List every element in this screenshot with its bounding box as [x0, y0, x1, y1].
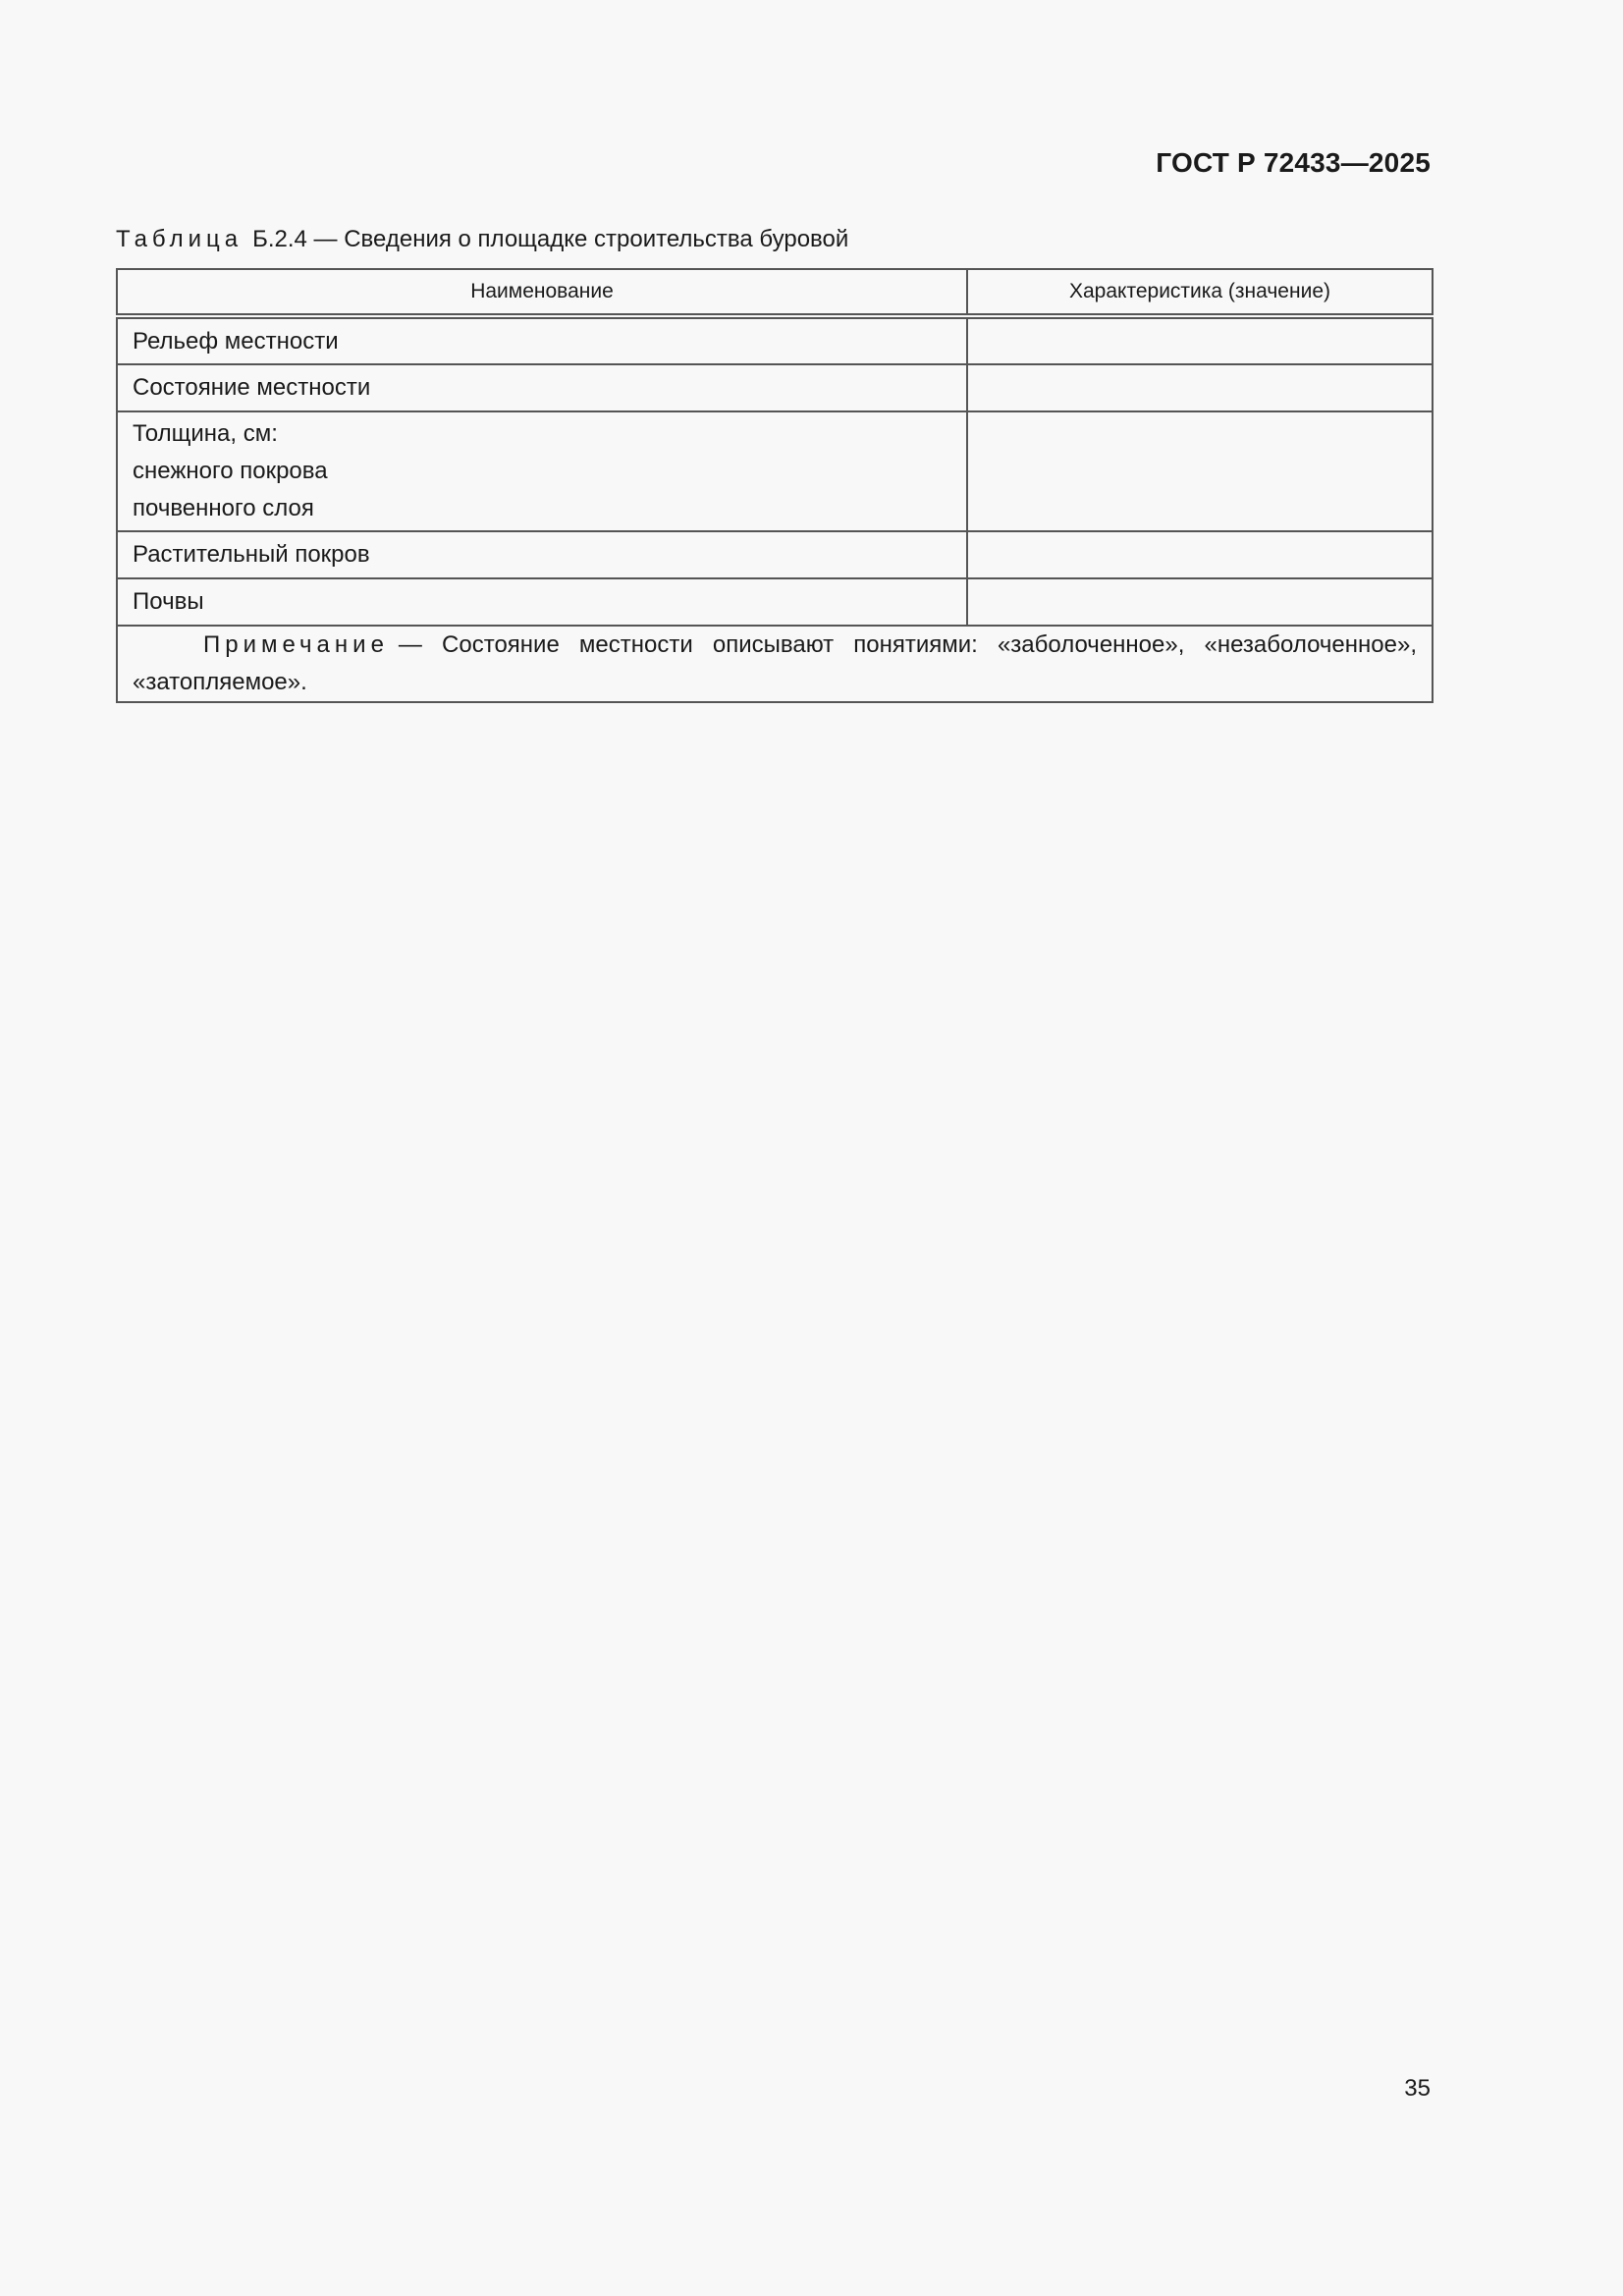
site-info-table: [116, 268, 1434, 703]
row-name-cell: Растительный покров: [117, 531, 967, 578]
table-caption-text: Б.2.4 — Сведения о площадке строительства буровой: [252, 226, 849, 252]
table-note-row: [117, 626, 1433, 702]
table-caption-label: Таблица: [116, 226, 243, 252]
row-name-line: Толщина, см:: [133, 420, 278, 447]
table-row: [117, 578, 1433, 626]
row-value-cell: [967, 316, 1433, 364]
column-header-value: Характеристика (значение): [967, 269, 1433, 316]
table-caption: [116, 226, 848, 253]
note-text: — Состояние местности описывают понятиями: «заболоченное», «незаболоченное», «затопляемое».: [133, 631, 1417, 695]
row-value-cell: [967, 411, 1433, 531]
row-name-line: почвенного слоя: [133, 495, 314, 521]
document-code: ГОСТ Р 72433—2025: [1156, 147, 1431, 178]
page-number: 35: [1404, 2075, 1431, 2102]
table-header-row: [117, 269, 1433, 316]
row-name-cell: Состояние местности: [117, 364, 967, 411]
row-name-cell: [117, 411, 967, 531]
table-row: [117, 364, 1433, 411]
row-value-cell: [967, 578, 1433, 626]
row-name-cell: Рельеф местности: [117, 316, 967, 364]
row-value-cell: [967, 531, 1433, 578]
column-header-name: Наименование: [117, 269, 967, 316]
row-name-cell: Почвы: [117, 578, 967, 626]
table-row: [117, 411, 1433, 531]
row-value-cell: [967, 364, 1433, 411]
row-name-line: снежного покрова: [133, 458, 328, 484]
table-row: [117, 531, 1433, 578]
table-row: [117, 316, 1433, 364]
note-label: Примечание: [203, 631, 389, 658]
table-note: [117, 626, 1433, 702]
